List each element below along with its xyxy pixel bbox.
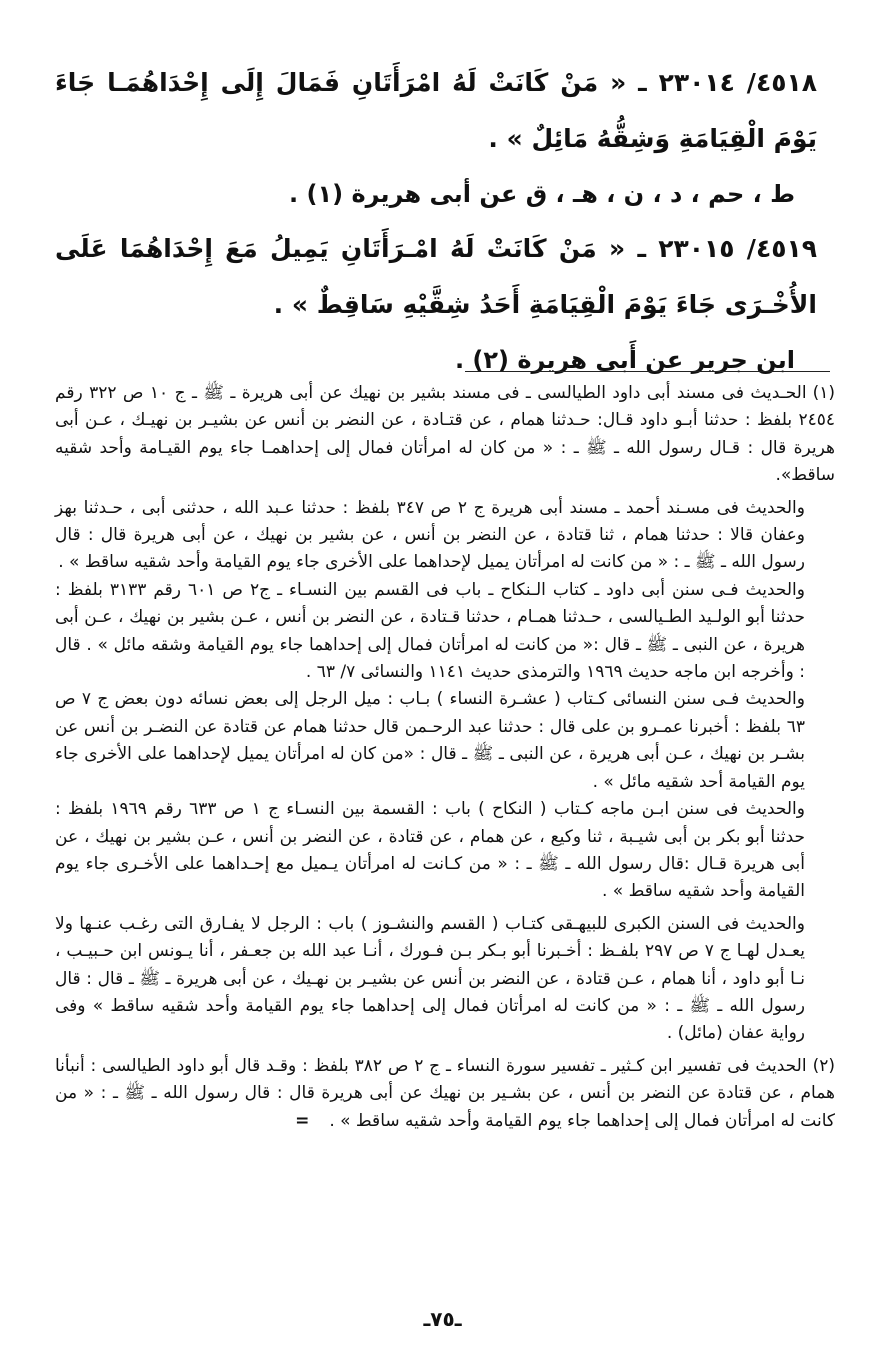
hadith-entry-4519: ٤٥١٩/ ٢٣٠١٥ ـ « مَنْ كَانَتْ لَهُ امْـرَأَتَانِ يَمِيلُ مَعَ إِحْدَاهُمَا عَلَى الأُخْـرَى جَاءَ يَوْمَ الْقِيَامَةِ أَحَدُ شِقَّيْهِ سَاقِطٌ » . (55, 234, 817, 319)
footnote-paragraph: والحديث فـى سنن أبى داود ـ كتاب الـنكاح ـ باب فى القسم بين النسـاء ـ ج٢ ص ٦٠١ رقم ٣١٣٣ بلفظ : حدثنا أبو الولـيد الطـيالسى ، حـدثنا همـام ، حدثنا قـتادة ، عن النضر بن أنس ، عـن بشير بن نهيك ، عـن أبى هريرة ، عن النبى ـ ﷺ ـ قال :« من كانت له امرأتان فمال إلى إحداهما جاء يوم القيامة وشقه مائل » . قال : وأخرجه ابن ماجه حديث ١٩٦٩ والترمذى حديث ١١٤١ والنسائى ٧/ ٦٣ . (55, 579, 805, 683)
footnote-1 (55, 380, 835, 1048)
footnotes (55, 380, 835, 1135)
hadith-entry-4518: ٤٥١٨/ ٢٣٠١٤ ـ « مَنْ كَانَتْ لَهُ امْرَأَتَانِ فَمَالَ إِلَى إِحْدَاهُمَـا جَاءَ يَوْمَ الْقِيَامَةِ وَشِقُّهُ مَائِلٌ » . (55, 68, 817, 153)
footnote-2 (55, 1053, 835, 1135)
footnote-paragraph (55, 1053, 835, 1135)
footnote-text: الحديث فى تفسير ابن كـثير ـ تفسير سورة النساء ـ ج ٢ ص ٣٨٢ بلفظ : وقـد قال أبو داود الطيالسى : أنبأنا همام ، عن قتادة عن النضر بن أنس ، عن بشـير بن نهيك عن أبى هريرة قال : قال رسول الله ـ ﷺ ـ : « من كانت له امرأتان فمال إلى إحداهما جاء يوم القيامة وأحد شقيه ساقط » . (55, 1055, 835, 1131)
footnote-paragraph: والحديث فى سنن ابـن ماجه كـتاب ( النكاح ) باب : القسمة بين النسـاء ج ١ ص ٦٣٣ رقم ١٩٦٩ بلفظ : حدثنا أبو بكر بن أبى شيـبة ، ثنا وكيع ، عن همام ، عن قتادة ، عن النضر بن أنس ، عـن بشير بن نهيك ، عن أبى هريرة قـال :قال رسول الله ـ ﷺ ـ : « من كـانت له امرأتان يـميل مع إحـداهما على الأخـرى جاء يوم القيامة وأحد شقيه ساقط » . (55, 799, 805, 902)
footnote-paragraph: والحديث فى مسـند أحمد ـ مسند أبى هريرة ج ٢ ص ٣٤٧ بلفظ : حدثنا عـبد الله ، حدثنى أبى ، حـدثنا بهز وعفان قالا : حدثنا همام ، ثنا قتادة ، عن النضر بن أنس ، عن بشير بن نهيك ، عن أبى هريرة قال : قال رسول الله ـ ﷺ ـ : « من كانت له امرأتان يميل لإحداهما على الأخرى جاء يوم القيامة وأحد شقيه ساقط » . (55, 497, 805, 573)
page-number: ـ٧٥ـ (423, 1307, 462, 1331)
footnote-divider (465, 371, 830, 372)
footnote-paragraph: والحديث فى السنن الكبرى للبيهـقى كتـاب ( القسم والنشـوز ) باب : الرجل لا يفـارق التى رغـب عنـها ولا يعـدل لهـا ج ٧ ص ٢٩٧ بلفـظ : أخـبرنا أبو بـكر بـن فـورك ، أنـا عبد الله بن جعـفر ، أنا يـونس ابن حـبيـب ، نـا أبو داود ، أنا همام ، عـن قتادة ، عن النضر بن أنس عن بشيـر بن نهـيك ، عن أبى هريرة ـ ﷺ ـ قال : قال رسول الله ـ ﷺ ـ : « من كانت له امرأتان فمال إلى إحداهما جاء يوم القيامة وأحد شقيه ساقط » وفى رواية عفان (مائل) . (55, 913, 805, 1044)
hadith-source-4519: ابن جرير عن أَبى هريرة (٢) . (454, 346, 795, 374)
footnote-paragraph: والحديث فـى سنن النسائى كـتاب ( عشـرة النساء ) بـاب : ميل الرجل إلى بعض نسائه دون بعض ج ٧ ص ٦٣ بلفظ : أخبرنا عمـرو بن على قال : حدثنا عبد الرحـمن قال حدثنا همام عن قتادة عن النضـر بن أنس عن بشـر بن نهيك ، عـن أبى هريرة ، عن النبى ـ ﷺ ـ قال : «من كان له امرأتان يميل لإحداهما على الأخرى جاء يوم القيامة أحد شقيه مائل » . (55, 689, 805, 792)
footnote-marker: (٢) (812, 1055, 835, 1076)
hadith-source-4518: ط ، حم ، د ، ن ، هـ ، ق عن أبى هريرة (١) . (289, 180, 795, 208)
continuation-mark: = (295, 1110, 310, 1131)
footnote-marker: (١) (812, 383, 835, 403)
footnote-text: الحـديث فى مسند أبى داود الطيالسى ـ فى مسند بشير بن نهيك عن أبى هريرة ـ ﷺ ـ ج ١٠ ص ٣٢٢ رقم ٢٤٥٤ بلفظ : حدثنا أبـو داود قـال: حـدثنا همام ، عن قتـادة ، عن النضر بن أنس عن بشيـر بن نهيـك ، عـن أبى هريرة قال : قـال رسول الله ـ ﷺ ـ : « من كان له امرأتان فمال إلى إحداهمـا جاء يوم القيـامة وأحد شقيه ساقط». (55, 383, 835, 486)
main-text (55, 55, 817, 387)
footnote-paragraph (55, 380, 835, 490)
